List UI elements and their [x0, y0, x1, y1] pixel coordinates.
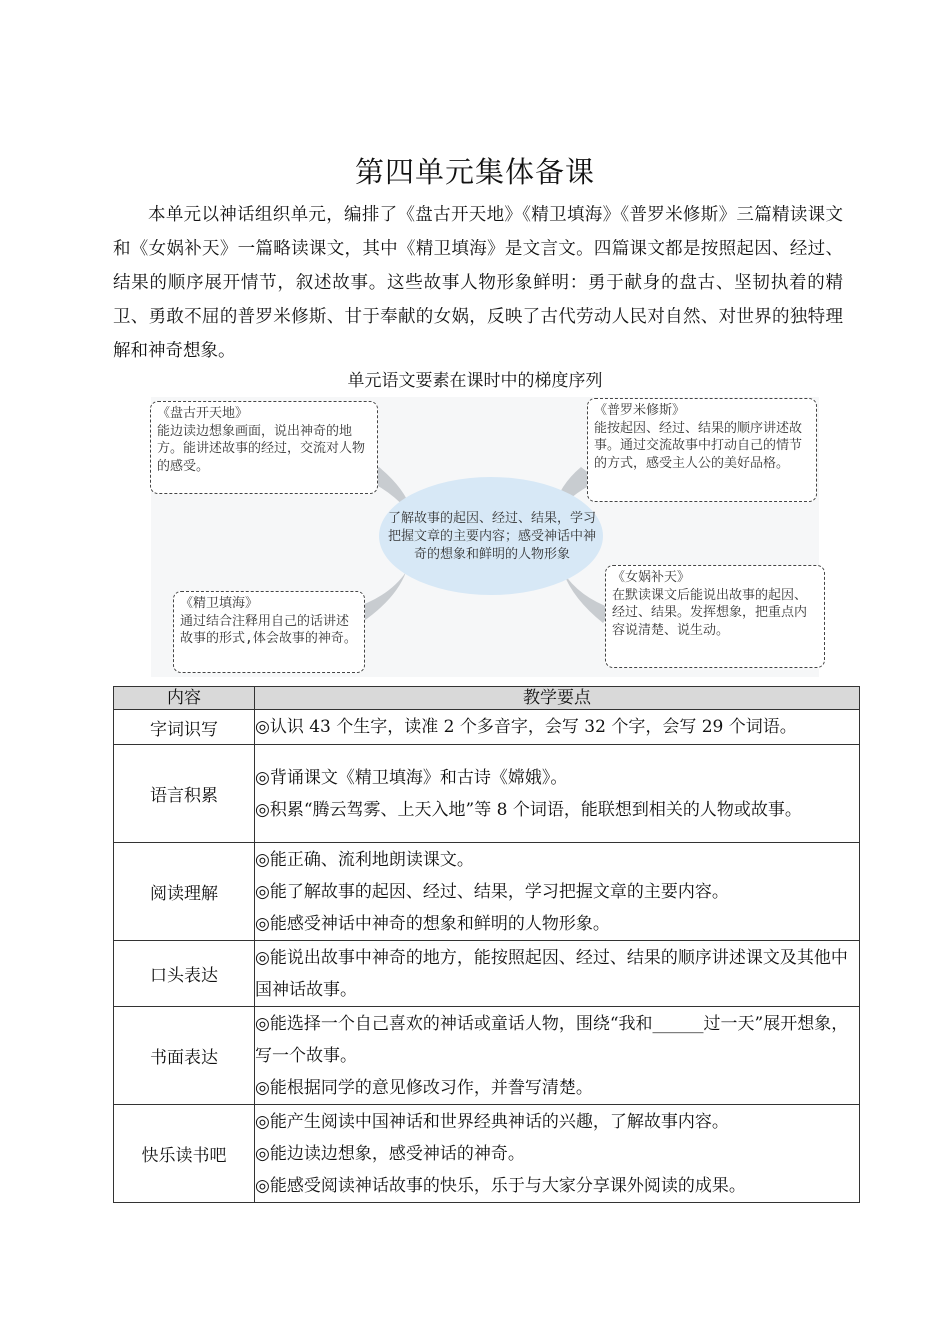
table-row	[114, 710, 860, 745]
point-item: ◎能正确、流利地朗读课文。	[255, 849, 474, 870]
box-nuwa-text: 在默读课文后能说出故事的起因、经过、结果。发挥想象，把重点内容说清楚、说生动。	[612, 587, 808, 638]
box-jingwei	[173, 591, 365, 673]
row-category: 阅读理解	[114, 843, 255, 941]
table-row	[114, 1105, 860, 1203]
box-jingwei-text: 通过结合注释用自己的话讲述故事的形式,体会故事的神奇。	[180, 613, 357, 646]
box-pangu	[150, 401, 378, 494]
point-item: ◎能说出故事中神奇的地方，能按照起因、经过、结果的顺序讲述课文及其他中国神话故事。	[255, 947, 848, 1000]
header-teaching-points: 教学要点	[255, 687, 860, 710]
row-category: 快乐读书吧	[114, 1105, 255, 1203]
point-item: ◎能感受神话中神奇的想象和鲜明的人物形象。	[255, 913, 610, 934]
intro-paragraph: 本单元以神话组织单元，编排了《盘古开天地》《精卫填海》《普罗米修斯》三篇精读课文和《女娲补天》一篇略读课文，其中《精卫填海》是文言文。四篇课文都是按照起因、经过、结果的顺序展开情节，叙述故事。这些故事人物形象鲜明：勇于献身的盘古、坚韧执着的精卫、勇敢不屈的普罗米修斯、甘于奉献的女娲，反映了古代劳动人民对自然、对世界的独特理解和神奇想象。	[113, 205, 843, 361]
diagram-caption: 单元语文要素在课时中的梯度序列	[347, 371, 603, 391]
point-item: ◎能感受阅读神话故事的快乐，乐于与大家分享课外阅读的成果。	[255, 1175, 746, 1196]
teaching-points-table	[113, 686, 860, 1203]
box-nuwa	[605, 565, 825, 668]
point-item: ◎能根据同学的意见修改习作，并誊写清楚。	[255, 1077, 593, 1098]
point-item: ◎能了解故事的起因、经过、结果，学习把握文章的主要内容。	[255, 881, 729, 902]
table-row	[114, 1007, 860, 1105]
header-content: 内容	[114, 687, 255, 710]
center-goal-text: 了解故事的起因、经过、结果，学习把握文章的主要内容；感受神话中神奇的想象和鲜明的人物形象	[387, 511, 596, 562]
box-pangu-text: 能边读边想象画面，说出神奇的地方。能讲述故事的经过，交流对人物的感受。	[157, 423, 366, 474]
box-prometheus-title: 《普罗米修斯》	[594, 403, 686, 418]
row-category: 口头表达	[114, 941, 255, 1007]
row-points	[255, 745, 860, 843]
point-item: ◎能边读边想象，感受神话的神奇。	[255, 1143, 525, 1164]
row-points	[255, 1105, 860, 1203]
row-points	[255, 1007, 860, 1105]
row-category: 语言积累	[114, 745, 255, 843]
box-prometheus	[587, 398, 817, 502]
point-item: ◎能产生阅读中国神话和世界经典神话的兴趣，了解故事内容。	[255, 1111, 729, 1132]
point-item: ◎积累“腾云驾雾、上天入地”等 8 个词语，能联想到相关的人物或故事。	[255, 799, 802, 820]
table-row	[114, 941, 860, 1007]
concept-diagram	[151, 397, 819, 677]
table-row	[114, 843, 860, 941]
box-pangu-title: 《盘古开天地》	[157, 406, 249, 421]
row-points	[255, 941, 860, 1007]
box-jingwei-title: 《精卫填海》	[180, 596, 259, 611]
box-prometheus-text: 能按起因、经过、结果的顺序讲述故事。通过交流故事中打动自己的情节的方式，感受主人公的美好品格。	[594, 420, 803, 471]
box-nuwa-title: 《女娲补天》	[612, 570, 691, 585]
table-row	[114, 745, 860, 843]
point-item: ◎能选择一个自己喜欢的神话或童话人物，围绕“我和______过一天”展开想象，写一个故事。	[255, 1013, 849, 1066]
table-header-row	[114, 687, 860, 710]
page-title: 第四单元集体备课	[354, 155, 595, 189]
point-item: ◎认识 43 个生字，读准 2 个多音字，会写 32 个字，会写 29 个词语。	[255, 717, 797, 737]
point-item: ◎背诵课文《精卫填海》和古诗《嫦娥》。	[255, 767, 568, 788]
row-category: 字词识写	[114, 710, 255, 745]
row-category: 书面表达	[114, 1007, 255, 1105]
row-points	[255, 843, 860, 941]
row-points	[255, 710, 860, 745]
